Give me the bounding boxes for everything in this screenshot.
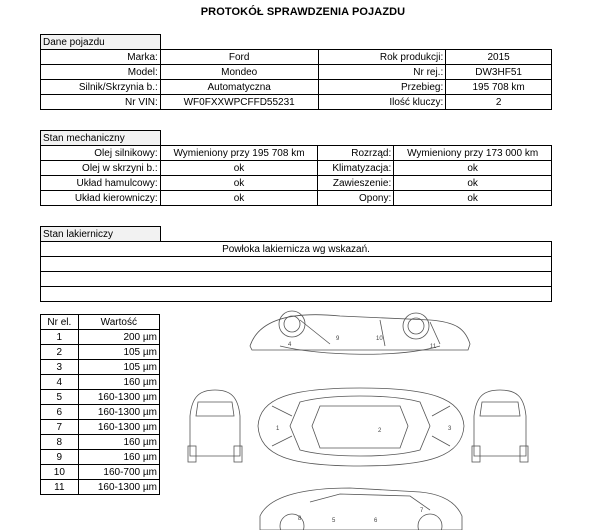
- table-row: Układ hamulcowy: ok Zawieszenie: ok: [41, 176, 552, 191]
- diagram-label: 8: [298, 516, 302, 522]
- car-side-top-view: [250, 311, 470, 354]
- table-row: Model: Mondeo Nr rej.: DW3HF51: [41, 65, 552, 80]
- table-row: 1 200 µm: [41, 330, 160, 345]
- diagram-label: 9: [336, 336, 340, 342]
- table-row: Olej w skrzyni b.: ok Klimatyzacja: ok: [41, 161, 552, 176]
- paint-section-header: Stan lakierniczy: [41, 227, 161, 242]
- table-row: Marka: Ford Rok produkcji: 2015: [41, 50, 552, 65]
- col-header-value: Wartość: [78, 315, 159, 330]
- table-row: 7 160-1300 µm: [41, 420, 160, 435]
- car-side-bottom-view: [260, 488, 462, 530]
- table-row: Olej silnikowy: Wymieniony przy 195 708 km Rozrząd: Wymieniony przy 173 000 km: [41, 146, 552, 161]
- table-row: 5 160-1300 µm: [41, 390, 160, 405]
- diagram-label: 6: [374, 518, 378, 524]
- mechanical-state-table: [40, 130, 552, 206]
- mechanical-section-header: Stan mechaniczny: [41, 131, 161, 146]
- table-row: 4 160 µm: [41, 375, 160, 390]
- table-row: Nr VIN: WF0FXXWPCFFD55231 Ilość kluczy: 2: [41, 95, 552, 110]
- diagram-label: 2: [378, 428, 382, 434]
- car-front-view: [188, 390, 242, 462]
- table-row: 3 105 µm: [41, 360, 160, 375]
- table-row: 10 160-700 µm: [41, 465, 160, 480]
- diagram-label: 3: [448, 426, 452, 432]
- diagram-label: 1: [276, 426, 280, 432]
- diagram-label: 11: [430, 344, 437, 350]
- vehicle-data-table: [40, 34, 552, 110]
- measurements-table: [40, 314, 160, 495]
- paint-note: Powłoka lakiernicza wg wskazań.: [41, 242, 552, 257]
- diagram-label: 7: [420, 508, 424, 514]
- car-top-view: [258, 388, 464, 466]
- page-title: PROTOKÓŁ SPRAWDZENIA POJAZDU: [200, 6, 406, 18]
- table-row: Układ kierowniczy: ok Opony: ok: [41, 191, 552, 206]
- diagram-label: 4: [288, 342, 292, 348]
- table-row: 2 105 µm: [41, 345, 160, 360]
- table-row: 6 160-1300 µm: [41, 405, 160, 420]
- table-row: Silnik/Skrzynia b.: Automatyczna Przebieg: 195 708 km: [41, 80, 552, 95]
- diagram-label: 10: [376, 336, 383, 342]
- car-rear-view: [472, 390, 528, 462]
- col-header-nr: Nr el.: [41, 315, 79, 330]
- table-row: 9 160 µm: [41, 450, 160, 465]
- diagram-label: 5: [332, 518, 336, 524]
- car-diagram: [180, 306, 540, 530]
- table-row: 8 160 µm: [41, 435, 160, 450]
- vehicle-section-header: Dane pojazdu: [41, 35, 161, 50]
- paint-state-table: [40, 226, 552, 302]
- table-row: 11 160-1300 µm: [41, 480, 160, 495]
